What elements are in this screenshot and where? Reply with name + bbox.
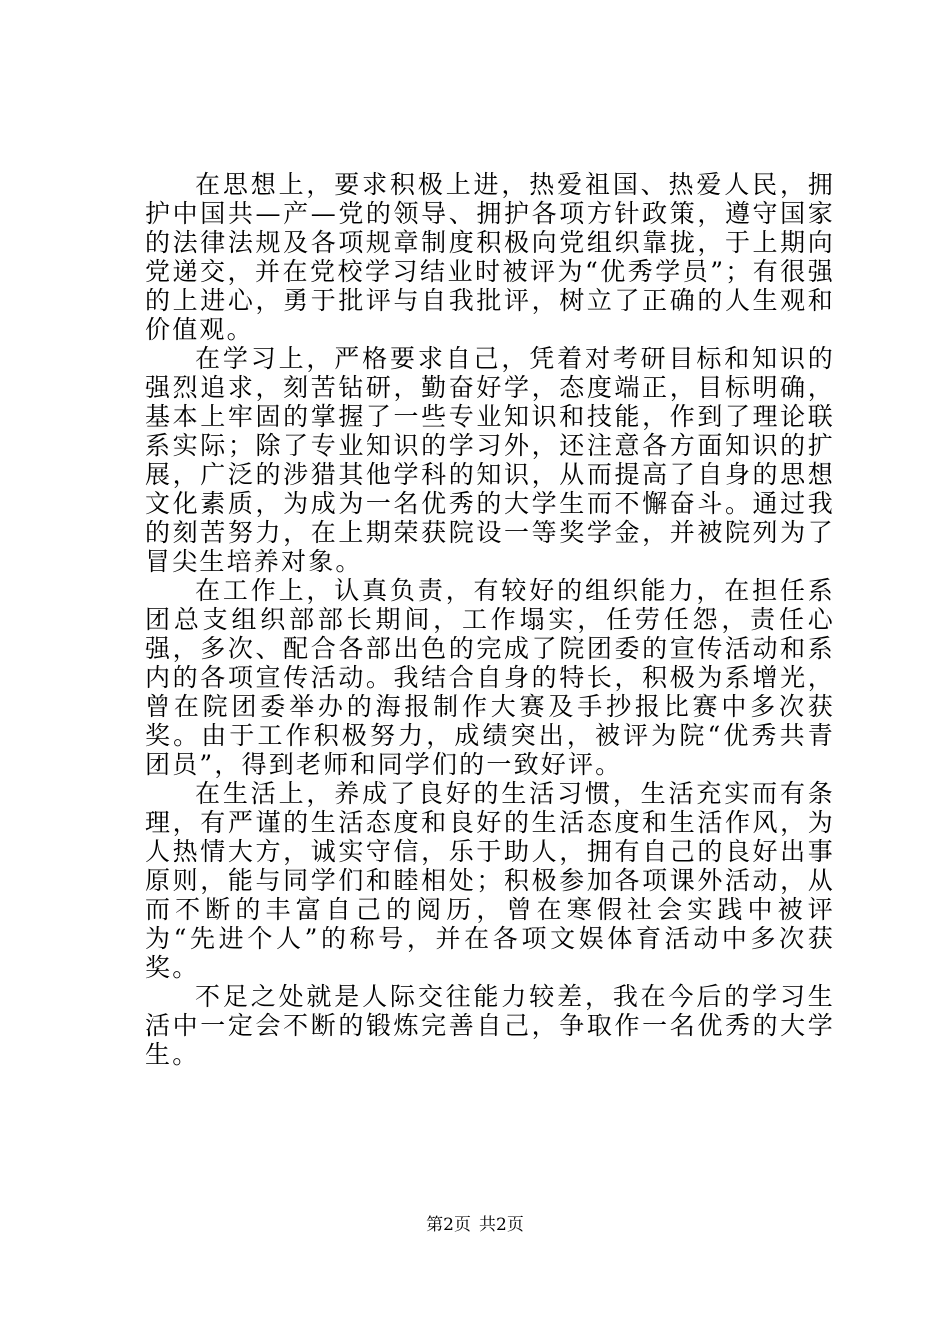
paragraph-study: 在学习上，严格要求自己，凭着对考研目标和知识的强烈追求，刻苦钻研，勤奋好学，态度端正，目标明确，基本上牢固的掌握了一些专业知识和技能，作到了理论联系实际；除了专业知识的学习外，还注意各方面知识的扩展，广泛的涉猎其他学科的知识，从而提高了自身的思想文化素质，为成为一名优秀的大学生而不懈奋斗。通过我的刻苦努力，在上期荣获院设一等奖学金，并被院列为了冒尖生培养对象。 — [145, 344, 835, 576]
paragraph-shortcoming: 不足之处就是人际交往能力较差，我在今后的学习生活中一定会不断的锻炼完善自己，争取作一名优秀的大学生。 — [145, 982, 835, 1069]
paragraph-thought: 在思想上，要求积极上进，热爱祖国、热爱人民，拥护中国共—产—党的领导、拥护各项方针政策，遵守国家的法律法规及各项规章制度积极向党组织靠拢，于上期向党递交，并在党校学习结业时被评为“优秀学员”；有很强的上进心，勇于批评与自我批评，树立了正确的人生观和价值观。 — [145, 170, 835, 344]
page-footer — [0, 1214, 950, 1236]
page-total: 共2页 — [479, 1215, 524, 1235]
document-body — [145, 170, 835, 1069]
page-number: 第2页 — [426, 1215, 471, 1235]
paragraph-work: 在工作上，认真负责，有较好的组织能力，在担任系团总支组织部部长期间，工作塌实，任劳任怨，责任心强，多次、配合各部出色的完成了院团委的宣传活动和系内的各项宣传活动。我结合自身的特长，积极为系增光，曾在院团委举办的海报制作大赛及手抄报比赛中多次获奖。由于工作积极努力，成绩突出，被评为院“优秀共青团员”，得到老师和同学们的一致好评。 — [145, 576, 835, 779]
paragraph-life: 在生活上，养成了良好的生活习惯，生活充实而有条理，有严谨的生活态度和良好的生活态度和生活作风，为人热情大方，诚实守信，乐于助人，拥有自己的良好出事原则，能与同学们和睦相处；积极参加各项课外活动，从而不断的丰富自己的阅历，曾在寒假社会实践中被评为“先进个人”的称号，并在各项文娱体育活动中多次获奖。 — [145, 779, 835, 982]
